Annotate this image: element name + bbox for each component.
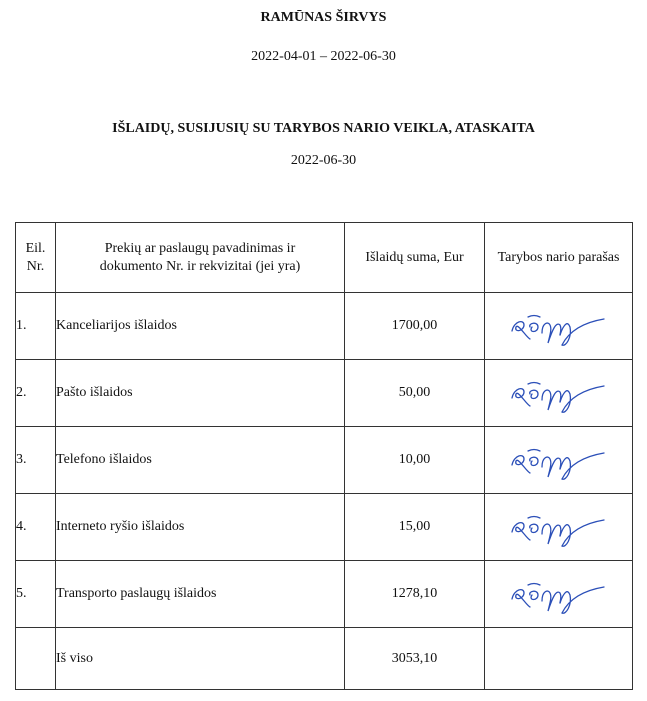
signature-stroke — [560, 453, 604, 479]
report-title: IŠLAIDŲ, SUSIJUSIŲ SU TARYBOS NARIO VEIKLA, ATASKAITA — [112, 121, 535, 136]
total-row — [16, 628, 633, 690]
row-number: 2. — [16, 360, 56, 427]
signature-stroke — [528, 316, 540, 318]
signature-stroke — [512, 322, 530, 339]
table-row — [16, 494, 633, 561]
row-description: Telefono išlaidos — [56, 427, 345, 494]
report-period: 2022-04-01 – 2022-06-30 — [251, 49, 396, 64]
signature-stroke — [560, 386, 604, 412]
table-row — [16, 561, 633, 628]
column-header-amount-label: Išlaidų suma, Eur — [365, 249, 464, 265]
signature-stroke — [512, 389, 530, 406]
signature-stroke — [512, 456, 530, 473]
signature-stroke — [529, 390, 537, 398]
signature-image — [504, 303, 614, 349]
table-row — [16, 427, 633, 494]
signature-cell — [485, 561, 633, 628]
row-number: 3. — [16, 427, 56, 494]
signature-cell — [485, 360, 633, 427]
signature-stroke — [528, 450, 540, 452]
column-header-signature-label: Tarybos nario parašas — [497, 249, 620, 265]
signature-stroke — [529, 591, 537, 599]
column-header-amount — [345, 223, 485, 293]
signature-stroke — [529, 524, 537, 532]
signature-stroke — [528, 517, 540, 519]
signature-stroke — [560, 587, 604, 613]
column-header-signature — [485, 223, 633, 293]
signature-cell — [485, 293, 633, 360]
expense-table — [15, 222, 633, 690]
total-amount: 3053,10 — [345, 628, 485, 690]
report-date: 2022-06-30 — [290, 153, 357, 168]
row-description: Pašto išlaidos — [56, 360, 345, 427]
row-description: Transporto paslaugų išlaidos — [56, 561, 345, 628]
signature-image — [504, 504, 614, 550]
total-label: Iš viso — [56, 628, 345, 690]
row-amount: 10,00 — [345, 427, 485, 494]
signature-stroke — [542, 524, 561, 544]
signature-stroke — [560, 319, 604, 345]
row-description: Interneto ryšio išlaidos — [56, 494, 345, 561]
signature-image — [504, 437, 614, 483]
row-amount: 1700,00 — [345, 293, 485, 360]
table-row — [16, 293, 633, 360]
signature-stroke — [542, 390, 561, 410]
row-number: 1. — [16, 293, 56, 360]
signature-stroke — [529, 457, 537, 465]
signature-stroke — [528, 584, 540, 586]
row-number: 4. — [16, 494, 56, 561]
signature-stroke — [542, 591, 561, 611]
total-signature-cell — [485, 628, 633, 690]
table-row — [16, 360, 633, 427]
signature-stroke — [542, 323, 561, 343]
row-amount: 50,00 — [345, 360, 485, 427]
row-amount: 1278,10 — [345, 561, 485, 628]
signature-image — [504, 571, 614, 617]
signature-stroke — [512, 590, 530, 607]
signature-stroke — [560, 520, 604, 546]
total-number-cell — [16, 628, 56, 690]
row-description: Kanceliarijos išlaidos — [56, 293, 345, 360]
signature-stroke — [528, 383, 540, 385]
signature-cell — [485, 427, 633, 494]
column-header-description-label: Prekių ar paslaugų pavadinimas ir dokumento Nr. ir rekvizitai (jei yra) — [99, 240, 301, 274]
column-header-number-label: Eil. Nr. — [25, 240, 46, 274]
column-header-number — [16, 223, 56, 293]
row-number: 5. — [16, 561, 56, 628]
signature-image — [504, 370, 614, 416]
row-amount: 15,00 — [345, 494, 485, 561]
signature-stroke — [542, 457, 561, 477]
signature-stroke — [529, 323, 537, 331]
signature-stroke — [512, 523, 530, 540]
column-header-description — [56, 223, 345, 293]
person-name: RAMŪNAS ŠIRVYS — [260, 10, 387, 25]
table-header-row — [16, 223, 633, 293]
signature-cell — [485, 494, 633, 561]
